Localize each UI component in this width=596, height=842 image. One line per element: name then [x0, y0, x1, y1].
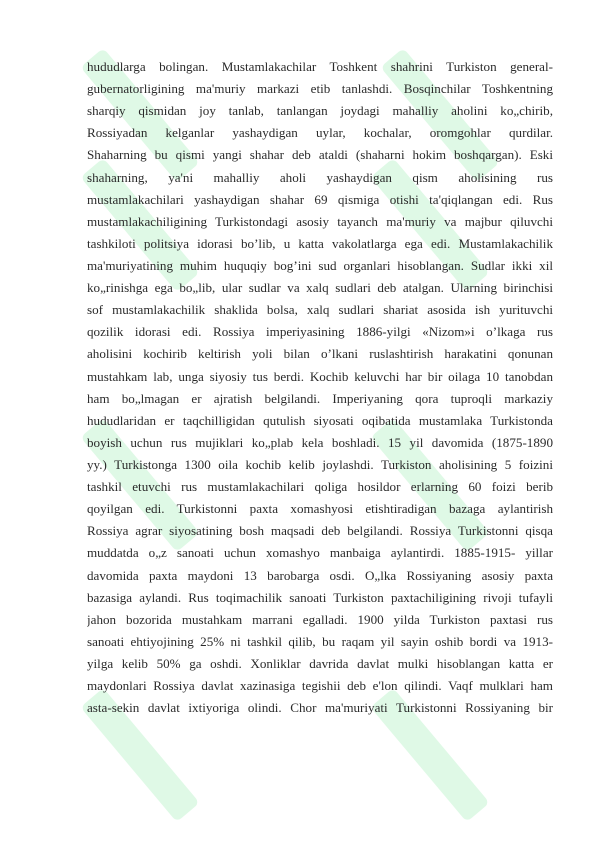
text-line: asta-sekin davlat ixtiyoriga olindi. Chor ma'muriyati Turkistonni Rossiyaning bir — [87, 700, 553, 716]
text-line: hududlaridan er taqchilligidan qutulish siyosati oqibatida mustamlaka Turkistonda — [87, 412, 553, 428]
text-line: tashkil etuvchi rus mustamlakachilari qoliga hosildor erlarning 60 foizi berib — [87, 479, 553, 495]
text-line: qoyilgan edi. Turkistonni paxta xomashyosi etishtiradigan bazaga aylantirish — [87, 501, 553, 517]
text-line: sanoati ehtiyojining 25% ni tashkil qilib, bu raqam yil sayin oshib bordi va 1913- — [87, 633, 553, 649]
text-line: shaharning, ya'ni mahalliy aholi yashaydigan qism aholisining rus — [87, 169, 553, 185]
text-line: mustahkam lab, unga siyosiy tus berdi. Kochib keluvchi har bir oilaga 10 tanobdan — [87, 368, 553, 384]
text-line: tashkiloti politsiya idorasi bo’lib, u katta vakolatlarga ega edi. Mustamlakachilik — [87, 235, 553, 251]
text-line: ham bo„lmagan er ajratish belgilandi. Imperiyaning qora tuproqli markaziy — [87, 390, 553, 406]
text-line: ko„rinishga ega bo„lib, ular sudlar va xalq sudlari deb atalgan. Ularning birinchisi — [87, 280, 553, 296]
text-line: mustamlakachilari yashaydigan shahar 69 qismiga otishi ta'qiqlangan edi. Rus — [87, 191, 553, 207]
text-line: yy.) Turkistonga 1300 oila kochib kelib joylashdi. Turkiston aholisining 5 foizini — [87, 456, 553, 472]
text-line: boyish uchun rus mujiklari ko„plab kela boshladi. 15 yil davomida (1875-1890 — [87, 434, 553, 450]
text-line: mustamlakachiligining Turkistondagi asosiy tayanch ma'muriy va majbur qiluvchi — [87, 213, 553, 229]
text-line: qozilik idorasi edi. Rossiya imperiyasining 1886-yilgi «Nizom»i o’lkaga rus — [87, 324, 553, 340]
body-paragraph — [87, 56, 553, 719]
text-line: gubernatorligining ma'muriy markazi etib tanlashdi. Bosqinchilar Toshkentning — [87, 81, 553, 97]
text-line: Shaharning bu qismi yangi shahar deb ataldi (shaharni hokim boshqargan). Eski — [87, 147, 553, 163]
text-line: jahon bozorida mustahkam marrani egalladi. 1900 yilda Turkiston paxtasi rus — [87, 611, 553, 627]
text-line: bazasiga aylandi. Rus toqimachilik sanoati Turkiston paxtachiligining rivoji tufayli — [87, 589, 553, 605]
text-line: yilga kelib 50% ga oshdi. Xonliklar davrida davlat mulki hisoblangan katta er — [87, 655, 553, 671]
text-line: muddatda o„z sanoati uchun xomashyo manbaiga aylantirdi. 1885-1915- yillar — [87, 545, 553, 561]
text-line: maydonlari Rossiya davlat xazinasiga tegishii deb e'lon qilindi. Vaqf mulklari ham — [87, 678, 553, 694]
text-line: aholisini kochirib keltirish yoli bilan o’lkani ruslashtirish harakatini qonunan — [87, 346, 553, 362]
text-line: davomida paxta maydoni 13 barobarga osdi. O„lka Rossiyaning asosiy paxta — [87, 567, 553, 583]
text-line: ma'muriyatining muhim huquqiy bog’ini sud organlari hisoblangan. Sudlar ikki xil — [87, 257, 553, 273]
text-line: Rossiya agrar siyosatining bosh maqsadi deb belgilandi. Rossiya Turkistonni qisqa — [87, 523, 553, 539]
text-line: sof mustamlakachilik shaklida bolsa, xalq sudlari shariat asosida ish yurituvchi — [87, 302, 553, 318]
text-line: hududlarga bolingan. Mustamlakachilar Toshkent shahrini Turkiston general- — [87, 59, 553, 74]
text-line: Rossiyadan kelganlar yashaydigan uylar, kochalar, oromgohlar qurdilar. — [87, 125, 553, 141]
text-line: sharqiy qismidan joy tanlab, tanlangan joydagi mahalliy aholini ko„chirib, — [87, 103, 553, 119]
